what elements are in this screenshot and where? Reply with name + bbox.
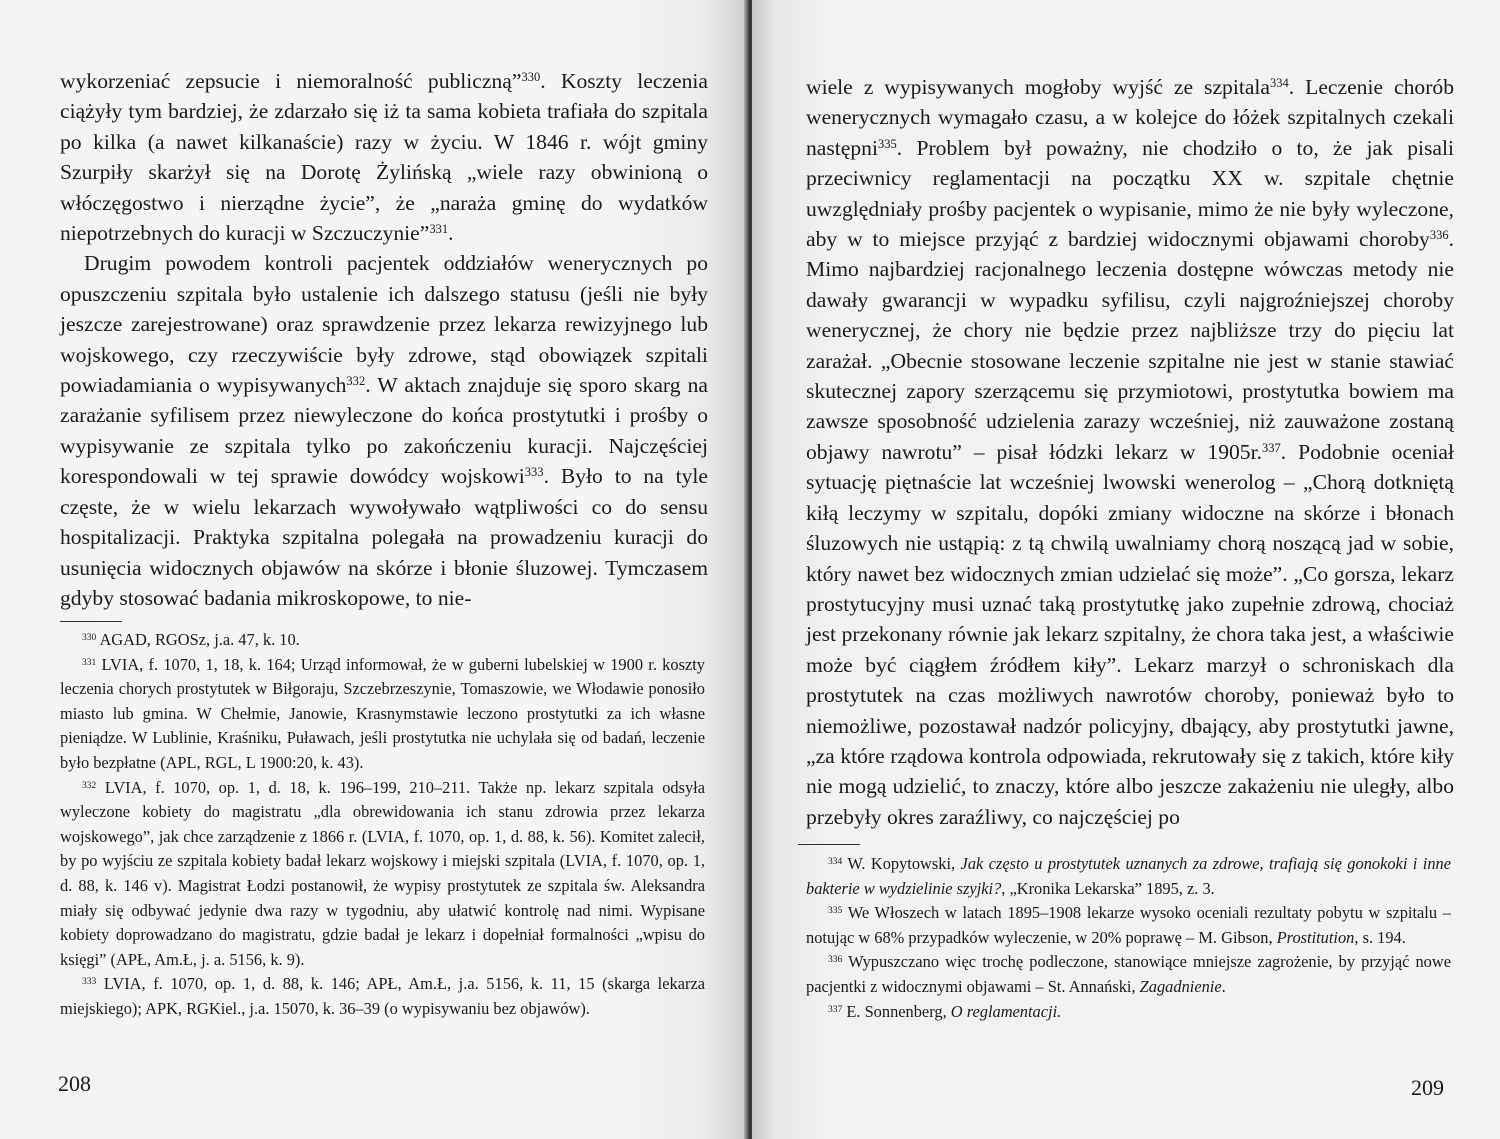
text-run: , „Kronika Lekarska” 1895, z. 3. (1001, 878, 1215, 898)
footnote-number: 337 (828, 1004, 843, 1015)
text-run: . (1221, 976, 1226, 996)
footnote (806, 852, 1451, 901)
left-page (0, 0, 748, 1139)
text-run: We Włoszech w latach 1895–1908 lekarze wysoko oceniali rezultaty pobytu w szpitalu – notując w 68% przypadków wyleczenie, w 20% poprawę – M. Gibson, (806, 903, 1451, 947)
italic-title: Zagadnienie (1139, 976, 1222, 996)
footnote-number: 331 (82, 657, 97, 668)
text-run: . Mimo najbardziej racjonalnego leczenia dostępne wówczas metody nie dawały gwarancji w wypadku syfilisu, czyli najgroźniejszej choroby wenerycznej, że chory nie będzie przez najbliższe trzy do pięciu lat zarażał. „Obecnie stosowane leczenie szpitalne nie jest w stanie stawiać skutecznej zapory szerzącemu się przymiotowi, prostytutka bowiem ma zawsze sposobność udzielenia zarazy wcześniej, niż zauważone zostaną objawy nawrotu” – pisał łódzki lekarz w 1905r. (806, 227, 1454, 464)
text-run: wykorzeniać zepsucie i niemoralność publiczną” (60, 69, 522, 93)
footnote-reference: 337 (1262, 441, 1281, 455)
footnote-reference: 336 (1429, 228, 1449, 243)
footnote (806, 950, 1451, 999)
body-paragraph (60, 66, 708, 248)
text-run: LVIA, f. 1070, 1, 18, k. 164; Urząd informował, że w guberni lubelskiej w 1900 r. koszty leczenia chorych prostytutek w Biłgoraju, Szczebrzeszynie, Tomaszowie, we Włodawie ponosiło miasto lub gmina. W Chełmie, Janowie, Krasnymstawie leczono prostytutki za ich własne pieniądze. W Lublinie, Kraśniku, Puławach, jeśli prostytutka nie uchylała się od badań, leczenie było bezpłatne (APL, RGL, L 1900:20, k. 43). (60, 654, 705, 772)
italic-title: Prostitution (1276, 927, 1355, 947)
footnote (60, 628, 705, 653)
footnote (60, 776, 705, 973)
body-paragraph (806, 72, 1454, 832)
footnote-number: 332 (82, 780, 97, 791)
text-run: . Leczenie chorób wenerycznych wymagało czasu, a w kolejce do łóżek szpitalnych czekali następni (806, 75, 1454, 160)
footnote-reference: 333 (524, 465, 544, 480)
right-footnotes (806, 852, 1451, 1024)
footnote-reference: 332 (346, 374, 366, 389)
text-run: E. Sonnenberg, (846, 1001, 951, 1021)
footnote-reference: 331 (429, 222, 449, 237)
footnote-reference: 334 (1270, 76, 1289, 91)
italic-title: O reglamentacji. (950, 1001, 1062, 1021)
left-footnotes (60, 628, 705, 1022)
footnote-number: 330 (82, 632, 97, 643)
footnote (806, 901, 1451, 950)
text-run: . Było to na tyle częste, że w wielu lekarzach wywoływało wątpliwości co do sensu hospitalizacji. Praktyka szpitalna polegała na prowadzeniu kuracji do usunięcia widocznych objawów na skórze i błonie śluzowej. Tymczasem gdyby stosować badania mikroskopowe, to nie- (60, 464, 709, 610)
footnote-number: 336 (828, 955, 843, 966)
footnote-number: 334 (828, 856, 843, 867)
text-run: wiele z wypisywanych mogłoby wyjść ze szpitala (806, 75, 1270, 99)
right-footnote-rule (798, 844, 860, 845)
text-run: LVIA, f. 1070, op. 1, d. 88, k. 146; APŁ, Am.Ł, j.a. 5156, k. 11, 15 (skarga lekarza miejskiego); APK, RGKiel., j.a. 15070, k. 36–39 (o wypisywaniu bez objawów). (60, 974, 705, 1018)
right-page-number: 209 (1411, 1075, 1444, 1100)
text-run: Drugim powodem kontroli pacjentek oddziałów wenerycznych po opuszczeniu szpitala było ustalenie ich dalszego statusu (jeśli nie były jeszcze zarejestrowane) oraz sprawdzenie przez lekarza rewizyjnego lub wojskowego, czy rzeczywiście były zdrowe, stąd obowiązek szpitali powiadamiania o wypisywanych (60, 251, 708, 398)
text-run: . Podobnie oceniał sytuację piętnaście lat wcześniej lwowski wenerolog – „Chorą dotkniętą kiłą leczymy w szpitalu, dopóki zmiany widoczne na skórze i błonach śluzowych nie ustąpią: z tą chwilą uwalniamy chorą noszącą jad w sobie, który nawet bez widocznych zmian udzielać się może”. „Co gorsza, lekarz prostytucyjny musi uznać taką prostytutkę jako zupełnie zdrową, chociaż jest przekonany równie jak lekarz szpitalny, że chora taka jest, a właściwie może być ciągłem źródłem kiły”. Lekarz marzył o schroniskach dla prostytutek na czas możliwych nawrotów choroby, ponieważ było to niemożliwe, pozostawał nadzór policyjny, dbający, aby prostytutki jawne, „za które rządowa kontrola odpowiada, rekrutowały się z takich, które kiły nie mogą udzielić, to znaczy, które albo jeszcze zakażeniu nie uległy, albo przebyły okres zaraźliwy, co najczęściej po (806, 439, 1454, 829)
italic-title: Jak często u prostytutek uznanych za zdrowe, trafiają się gonokoki i inne bakterie w wydzielinie szyjki? (806, 854, 1451, 898)
footnote-number: 333 (82, 977, 97, 988)
footnote (806, 1000, 1451, 1025)
left-page-number: 208 (58, 1071, 91, 1096)
text-run: LVIA, f. 1070, op. 1, d. 18, k. 196–199, 210–211. Także np. lekarz szpitala odsyła wyleczone kobiety do magistratu „dla obrewidowania ich stanu zdrowia przez lekarza wojskowego”, jak chce zarządzenie z 1866 r. (LVIA, f. 1070, op. 1, d. 88, k. 56). Komitet zalecił, by po wyjściu ze szpitala kobiety badał lekarz wojskowy i miejski szpitala (LVIA, f. 1070, op. 1, d. 88, k. 146 v). Magistrat Łodzi postanowił, że wypisy prostytutek ze szpitala św. Aleksandra miały się odbywać jedynie dwa razy w tygodniu, aby ułatwić kontrolę nad nimi. Wypisane kobiety doprowadzano do magistratu, gdzie badał je lekarz i dopełniał formalności „wpisu do księgi” (APŁ, Am.Ł, j. a. 5156, k. 9). (60, 777, 705, 969)
text-run: . W aktach znajduje się sporo skarg na zarażanie syfilisem przez niewyleczone do końca prostytutki i prośby o wypisywanie ze szpitala tylko po zakończeniu kuracji. Najczęściej korespondowali w tej sprawie dowódcy wojskowi (60, 373, 708, 489)
text-run: AGAD, RGOSz, j.a. 47, k. 10. (99, 630, 300, 649)
text-run: Wypuszczano więc trochę podleczone, stanowiące mniejsze zagrożenie, by przyjąć nowe pacjentki z widocznymi objawami – St. Annański, (806, 952, 1451, 996)
footnote-reference: 335 (877, 136, 897, 151)
left-footnote-rule (60, 621, 122, 622)
text-run: . (448, 221, 454, 246)
text-run: . Koszty leczenia ciążyły tym bardziej, że zdarzało się iż ta sama kobieta trafiała do szpitala po kilka (a nawet kilkanaście) razy w życiu. W 1846 r. wójt gminy Szurpiły skarżył się na Dorotę Żylińską „wiele razy obwinioną o włóczęgostwo i nierządne życie”, że „naraża gminę do wydatków niepotrzebnych do kuracji w Szczuczynie” (60, 69, 708, 246)
footnote (60, 653, 705, 776)
left-body-text (60, 66, 708, 613)
text-run: , s. 194. (1354, 927, 1406, 947)
body-paragraph (60, 248, 708, 613)
footnote (60, 972, 705, 1021)
right-page (752, 0, 1500, 1139)
footnote-reference: 330 (521, 70, 541, 85)
right-body-text (806, 72, 1454, 832)
text-run: . Problem był poważny, nie chodziło o to, że jak pisali przeciwnicy reglamentacji na początku XX w. szpitale chętnie uwzględniały prośby pacjentek o wypisanie, mimo że nie były wyleczone, aby w to miejsce przyjąć z bardziej widocznymi objawami choroby (806, 135, 1454, 252)
text-run: W. Kopytowski, (847, 854, 961, 873)
footnote-number: 335 (828, 905, 843, 916)
